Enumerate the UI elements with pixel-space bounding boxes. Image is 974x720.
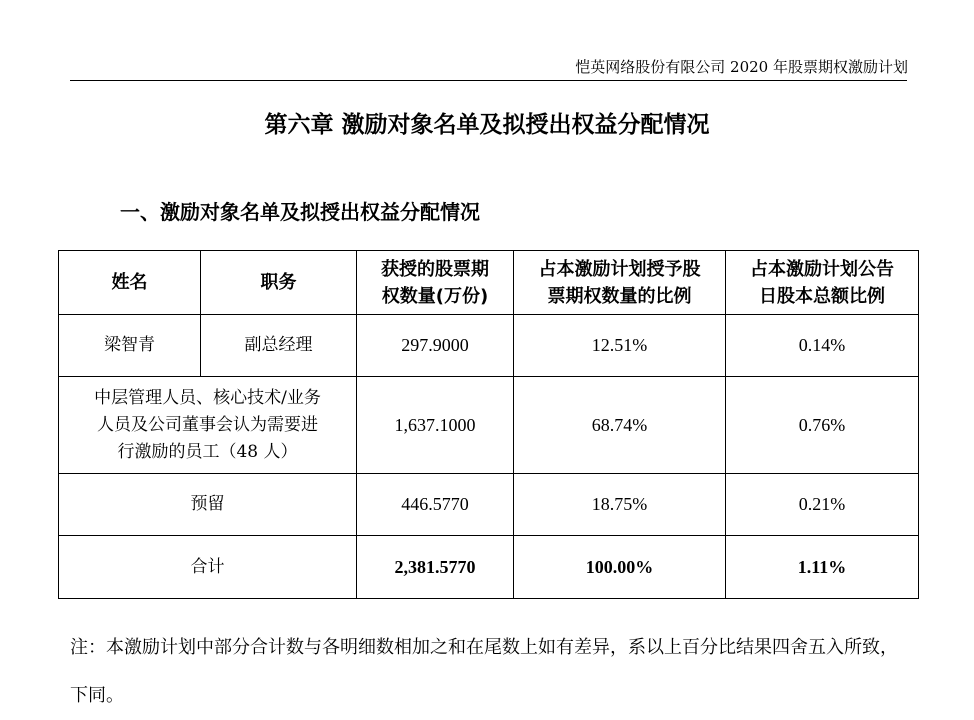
header-ratio-total-line2: 日股本总额比例: [759, 285, 885, 307]
cell-group-label: [59, 377, 357, 474]
table-row: [59, 377, 919, 474]
header-ratio-plan: [514, 251, 726, 315]
cell-options: 446.5770: [357, 474, 514, 536]
document-header: 恺英网络股份有限公司 2020 年股票期权激励计划: [575, 58, 908, 76]
cell-reserved-label: 预留: [59, 474, 357, 536]
group-label-line3: 行激励的员工（48 人）: [117, 441, 298, 462]
cell-total-ratio-plan: 100.00%: [514, 536, 726, 599]
cell-options: 297.9000: [357, 315, 514, 377]
header-options-line2: 权数量(万份): [381, 285, 489, 307]
group-label-line1: 中层管理人员、核心技术/业务: [94, 387, 321, 408]
cell-ratio-total: 0.21%: [726, 474, 919, 536]
cell-options: 1,637.1000: [357, 377, 514, 474]
allocation-table: [58, 250, 919, 599]
header-options-line1: 获授的股票期: [381, 258, 489, 280]
header-ratio-plan-line1: 占本激励计划授予股: [538, 258, 701, 280]
table-total-row: [59, 536, 919, 599]
header-position: 职务: [201, 251, 357, 315]
cell-position: 副总经理: [201, 315, 357, 377]
section-title: 一、激励对象名单及拟授出权益分配情况: [120, 200, 480, 224]
cell-ratio-plan: 68.74%: [514, 377, 726, 474]
header-ratio-total: [726, 251, 919, 315]
table-row: [59, 474, 919, 536]
cell-total-ratio-total: 1.11%: [726, 536, 919, 599]
cell-ratio-plan: 12.51%: [514, 315, 726, 377]
table-note: 注：本激励计划中部分合计数与各明细数相加之和在尾数上如有差异，系以上百分比结果四舍五入所致，下同。: [70, 637, 898, 706]
cell-total-label: 合计: [59, 536, 357, 599]
cell-name: 梁智青: [59, 315, 201, 377]
header-name: 姓名: [59, 251, 201, 315]
header-rule: [70, 80, 907, 81]
table-row: [59, 315, 919, 377]
table-header-row: [59, 251, 919, 315]
cell-ratio-total: 0.14%: [726, 315, 919, 377]
header-ratio-total-line1: 占本激励计划公告: [750, 258, 894, 280]
cell-ratio-plan: 18.75%: [514, 474, 726, 536]
header-options: [357, 251, 514, 315]
cell-ratio-total: 0.76%: [726, 377, 919, 474]
group-label-line2: 人员及公司董事会认为需要进: [97, 414, 318, 435]
chapter-title: 第六章 激励对象名单及拟授出权益分配情况: [264, 112, 710, 138]
cell-total-options: 2,381.5770: [357, 536, 514, 599]
header-ratio-plan-line2: 票期权数量的比例: [547, 285, 692, 307]
